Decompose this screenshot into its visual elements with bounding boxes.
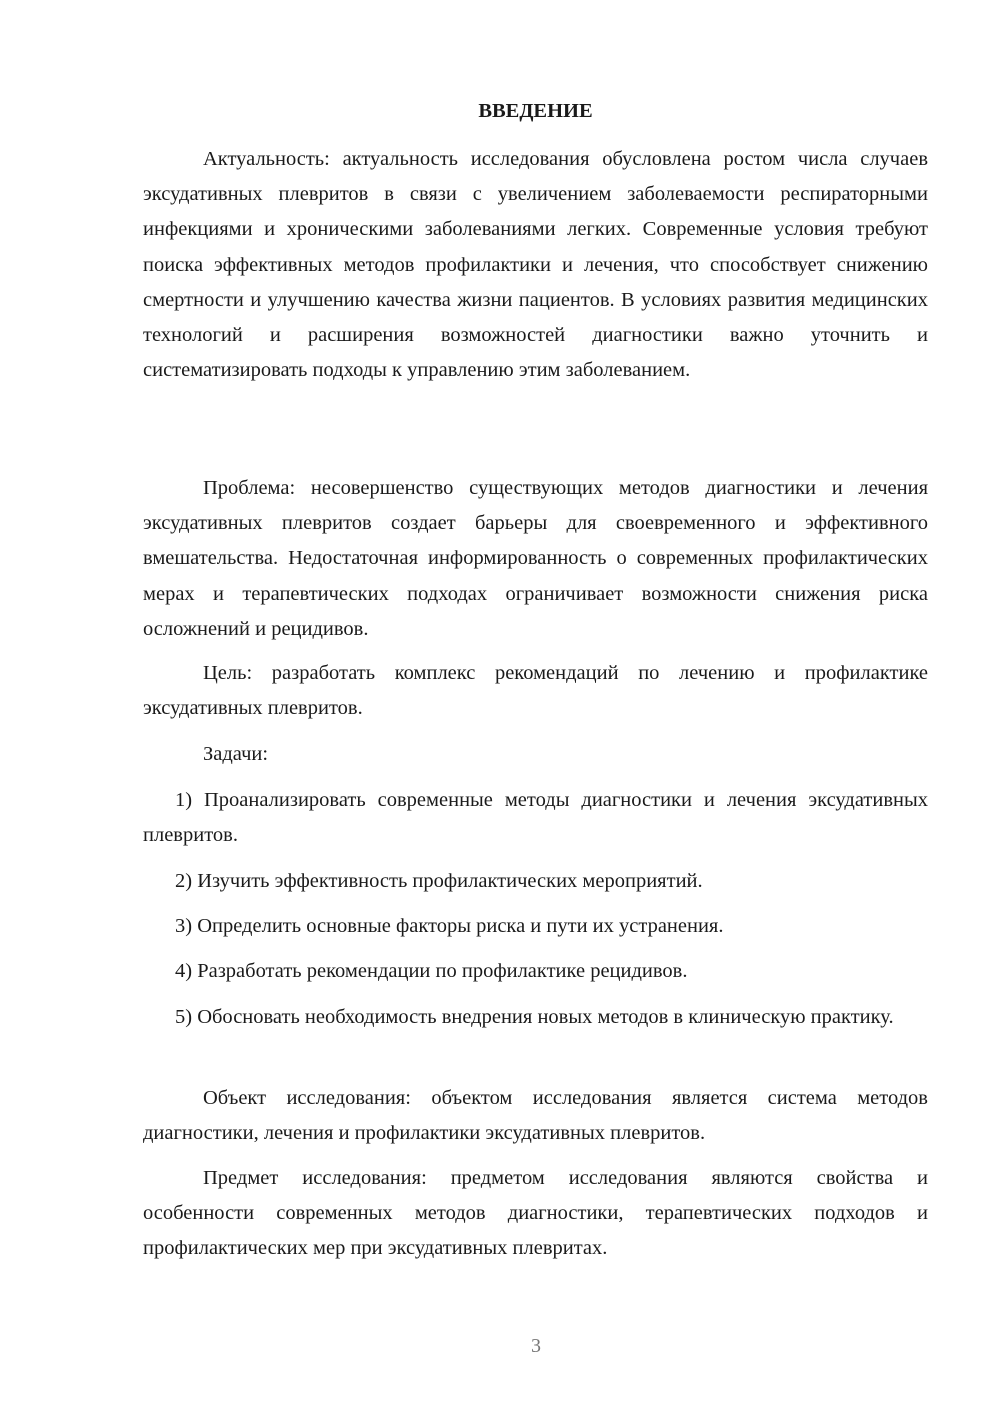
tasks-heading: Задачи:	[203, 743, 269, 765]
paragraph-problem: Проблема: несовершенство существующих методов диагностики и лечения эксудативных плевритов создает барьеры для своевременного и эффективного вмешательства. Недостаточная информированность о современных профилактических мерах и терапевтических подходах ограничивает возможности снижения риска осложнений и рецидивов.	[143, 477, 928, 640]
task-item-2: 2) Изучить эффективность профилактических мероприятий.	[175, 870, 703, 892]
task-item-4: 4) Разработать рекомендации по профилактике рецидивов.	[175, 960, 688, 982]
task-item-1: 1) Проанализировать современные методы диагностики и лечения эксудативных плевритов.	[143, 789, 928, 847]
section-title: ВВЕДЕНИЕ	[478, 100, 593, 122]
task-item-5: 5) Обосновать необходимость внедрения новых методов в клиническую практику.	[175, 1006, 894, 1028]
paragraph-object: Объект исследования: объектом исследования является система методов диагностики, лечения и профилактики эксудативных плевритов.	[143, 1087, 928, 1145]
paragraph-subject: Предмет исследования: предметом исследования являются свойства и особенности современных методов диагностики, терапевтических подходов и профилактических мер при эксудативных плевритах.	[143, 1167, 928, 1260]
paragraph-relevance: Актуальность: актуальность исследования обусловлена ростом числа случаев эксудативных плевритов в связи с увеличением заболеваемости респираторными инфекциями и хроническими заболеваниями легких. Современные условия требуют поиска эффективных методов профилактики и лечения, что способствует снижению смертности и улучшению качества жизни пациентов. В условиях развития медицинских технологий и расширения возможностей диагностики важно уточнить и систематизировать подходы к управлению этим заболеванием.	[143, 148, 928, 382]
page-number: 3	[531, 1335, 541, 1357]
paragraph-goal: Цель: разработать комплекс рекомендаций по лечению и профилактике эксудативных плевритов.	[143, 662, 928, 720]
task-item-3: 3) Определить основные факторы риска и пути их устранения.	[175, 915, 724, 937]
